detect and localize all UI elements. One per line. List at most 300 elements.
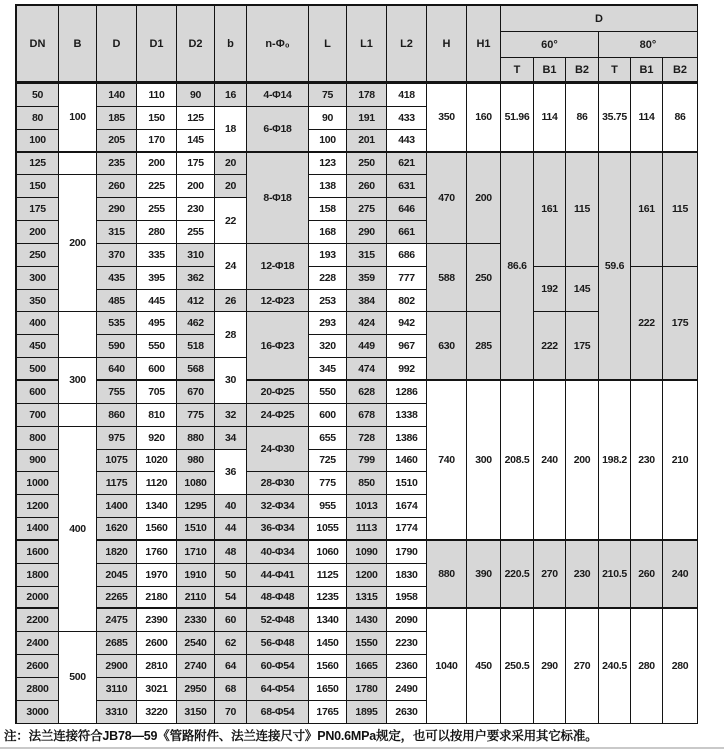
table-cell-B2-60: 175 — [566, 312, 599, 381]
table-cell-dn: 350 — [17, 290, 59, 313]
table-cell-n: 68-Φ54 — [247, 701, 309, 724]
table-cell-L2: 1460 — [387, 450, 427, 473]
table-cell-D: 370 — [97, 244, 137, 267]
table-cell-D: 1400 — [97, 495, 137, 518]
table-cell-L: 1560 — [309, 655, 347, 678]
table-cell-L2: 992 — [387, 358, 427, 381]
table-cell-L: 293 — [309, 312, 347, 335]
table-cell-L: 1650 — [309, 678, 347, 701]
table-cell-L2: 942 — [387, 312, 427, 335]
table-cell-T80: 198.2 — [599, 381, 631, 541]
table-cell-L: 1060 — [309, 541, 347, 564]
table-cell-H1: 390 — [467, 541, 501, 610]
table-cell-D1: 1340 — [137, 495, 177, 518]
table-cell-L: 90 — [309, 107, 347, 130]
table-cell-D: 235 — [97, 153, 137, 176]
table-cell-dn: 2000 — [17, 587, 59, 610]
table-cell-H: 350 — [427, 84, 467, 153]
table-cell-L2: 777 — [387, 267, 427, 290]
header-D2: D2 — [177, 6, 215, 84]
table-cell-T60: 86.6 — [501, 153, 534, 381]
table-cell-D: 315 — [97, 221, 137, 244]
table-cell-b: 50 — [215, 564, 247, 587]
table-cell-B1-80: 260 — [631, 541, 663, 610]
table-cell-L: 600 — [309, 404, 347, 427]
table-cell-H1: 160 — [467, 84, 501, 153]
table-cell-L2: 802 — [387, 290, 427, 313]
table-cell-b: 60 — [215, 609, 247, 632]
table-cell-L1: 1665 — [347, 655, 387, 678]
table-cell-L1: 424 — [347, 312, 387, 335]
table-cell-L1: 1895 — [347, 701, 387, 724]
table-cell-dn: 400 — [17, 312, 59, 335]
header-60°-B1: B1 — [534, 58, 566, 84]
table-cell-D2: 1510 — [177, 518, 215, 541]
table-cell-D2: 3150 — [177, 701, 215, 724]
table-cell-B: 100 — [59, 84, 97, 153]
table-cell-b: 20 — [215, 175, 247, 198]
table-cell-L1: 1113 — [347, 518, 387, 541]
table-cell-dn: 80 — [17, 107, 59, 130]
table-cell-dn: 900 — [17, 450, 59, 473]
table-cell-D: 2265 — [97, 587, 137, 610]
table-cell-L: 1340 — [309, 609, 347, 632]
header-D1: D1 — [137, 6, 177, 84]
table-cell-L2: 2360 — [387, 655, 427, 678]
table-cell-L2: 2490 — [387, 678, 427, 701]
header-n-Φ₀: n-Φ₀ — [247, 6, 309, 84]
table-cell-L2: 433 — [387, 107, 427, 130]
table-cell-L2: 1338 — [387, 404, 427, 427]
table-cell-H: 740 — [427, 381, 467, 541]
table-cell-B — [59, 312, 97, 358]
table-cell-dn: 1000 — [17, 472, 59, 495]
table-cell-L1: 449 — [347, 335, 387, 358]
table-cell-D2: 2950 — [177, 678, 215, 701]
table-cell-B1-60: 222 — [534, 312, 566, 381]
table-cell-T80: 210.5 — [599, 541, 631, 610]
table-cell-b: 62 — [215, 632, 247, 655]
table-cell-L: 1765 — [309, 701, 347, 724]
table-cell-dn: 300 — [17, 267, 59, 290]
table-cell-L1: 850 — [347, 472, 387, 495]
table-cell-D: 3110 — [97, 678, 137, 701]
table-cell-L1: 1780 — [347, 678, 387, 701]
table-cell-D1: 705 — [137, 381, 177, 404]
table-cell-b: 22 — [215, 198, 247, 244]
table-cell-D: 2045 — [97, 564, 137, 587]
table-cell-b: 32 — [215, 404, 247, 427]
table-cell-D1: 920 — [137, 427, 177, 450]
table-cell-D: 640 — [97, 358, 137, 381]
table-cell-dn: 175 — [17, 198, 59, 221]
header-H1: H1 — [467, 6, 501, 84]
table-cell-L: 655 — [309, 427, 347, 450]
table-cell-D: 1820 — [97, 541, 137, 564]
table-cell-D: 2475 — [97, 609, 137, 632]
table-cell-D1: 2180 — [137, 587, 177, 610]
table-cell-D: 590 — [97, 335, 137, 358]
table-cell-D1: 1020 — [137, 450, 177, 473]
table-cell-D1: 225 — [137, 175, 177, 198]
table-cell-B: 200 — [59, 175, 97, 312]
table-cell-D: 860 — [97, 404, 137, 427]
table-cell-L: 1125 — [309, 564, 347, 587]
table-cell-D2: 125 — [177, 107, 215, 130]
table-cell-b: 28 — [215, 312, 247, 358]
table-cell-b: 54 — [215, 587, 247, 610]
table-cell-D1: 810 — [137, 404, 177, 427]
table-cell-L2: 1774 — [387, 518, 427, 541]
table-cell-dn: 200 — [17, 221, 59, 244]
table-cell-D2: 462 — [177, 312, 215, 335]
table-cell-B2-60: 86 — [566, 84, 599, 153]
header-B: B — [59, 6, 97, 84]
table-cell-B1-60: 290 — [534, 609, 566, 723]
table-cell-D2: 2330 — [177, 609, 215, 632]
table-cell-b: 40 — [215, 495, 247, 518]
table-cell-L: 550 — [309, 381, 347, 404]
table-cell-B2-80: 280 — [663, 609, 698, 723]
table-cell-D1: 3021 — [137, 678, 177, 701]
table-cell-L: 955 — [309, 495, 347, 518]
table-cell-L2: 1386 — [387, 427, 427, 450]
table-cell-L: 193 — [309, 244, 347, 267]
table-cell-D: 535 — [97, 312, 137, 335]
table-cell-dn: 50 — [17, 84, 59, 107]
table-cell-L: 138 — [309, 175, 347, 198]
table-cell-L1: 678 — [347, 404, 387, 427]
table-cell-D1: 280 — [137, 221, 177, 244]
table-cell-dn: 1600 — [17, 541, 59, 564]
table-cell-D2: 412 — [177, 290, 215, 313]
table-cell-B1-60: 240 — [534, 381, 566, 541]
header-group-D: D — [501, 6, 698, 32]
table-cell-n: 24-Φ30 — [247, 427, 309, 473]
header-subgroup-80°: 80° — [599, 32, 698, 58]
table-cell-L1: 799 — [347, 450, 387, 473]
table-cell-B: 500 — [59, 632, 97, 723]
table-cell-D: 435 — [97, 267, 137, 290]
table-cell-H: 588 — [427, 244, 467, 313]
table-cell-D2: 200 — [177, 175, 215, 198]
table-cell-D: 485 — [97, 290, 137, 313]
table-cell-T80: 240.5 — [599, 609, 631, 723]
table-cell-H: 1040 — [427, 609, 467, 723]
table-cell-D1: 2600 — [137, 632, 177, 655]
table-cell-L: 345 — [309, 358, 347, 381]
table-cell-dn: 700 — [17, 404, 59, 427]
table-cell-n: 12-Φ23 — [247, 290, 309, 313]
table-cell-n: 28-Φ30 — [247, 472, 309, 495]
table-cell-B2-80: 175 — [663, 267, 698, 381]
table-cell-L: 158 — [309, 198, 347, 221]
table-cell-D2: 880 — [177, 427, 215, 450]
table-cell-L1: 1013 — [347, 495, 387, 518]
table-cell-D1: 395 — [137, 267, 177, 290]
table-cell-L2: 661 — [387, 221, 427, 244]
table-cell-D1: 200 — [137, 153, 177, 176]
table-cell-L: 228 — [309, 267, 347, 290]
table-cell-dn: 100 — [17, 130, 59, 153]
table-cell-D1: 495 — [137, 312, 177, 335]
table-cell-B2-60: 115 — [566, 153, 599, 267]
table-cell-L1: 1550 — [347, 632, 387, 655]
table-cell-H1: 285 — [467, 312, 501, 381]
table-cell-B2-60: 230 — [566, 541, 599, 610]
table-cell-L2: 1958 — [387, 587, 427, 610]
table-cell-D2: 310 — [177, 244, 215, 267]
table-cell-D: 1075 — [97, 450, 137, 473]
table-cell-L: 75 — [309, 84, 347, 107]
bottom-rule — [0, 747, 724, 749]
table-cell-D2: 670 — [177, 381, 215, 404]
table-cell-L2: 1674 — [387, 495, 427, 518]
table-cell-L1: 1200 — [347, 564, 387, 587]
table-cell-L: 775 — [309, 472, 347, 495]
table-cell-L2: 1286 — [387, 381, 427, 404]
footnote: 注：法兰连接符合JB78—59《管路附件、法兰连接尺寸》PN0.6MPa规定，也可以按用户要求采用其它标准。 — [4, 729, 598, 743]
table-cell-T80: 35.75 — [599, 84, 631, 153]
header-60°-B2: B2 — [566, 58, 599, 84]
table-cell-L: 168 — [309, 221, 347, 244]
table-cell-T60: 51.96 — [501, 84, 534, 153]
table-cell-b: 26 — [215, 290, 247, 313]
table-cell-D1: 1120 — [137, 472, 177, 495]
table-cell-dn: 250 — [17, 244, 59, 267]
table-cell-D2: 175 — [177, 153, 215, 176]
table-cell-n: 60-Φ54 — [247, 655, 309, 678]
table-cell-b: 68 — [215, 678, 247, 701]
table-cell-D: 260 — [97, 175, 137, 198]
table-cell-n: 24-Φ25 — [247, 404, 309, 427]
table-cell-n: 8-Φ18 — [247, 153, 309, 244]
table-cell-D: 3310 — [97, 701, 137, 724]
table-cell-B — [59, 153, 97, 176]
table-cell-D2: 362 — [177, 267, 215, 290]
table-cell-dn: 2600 — [17, 655, 59, 678]
table-cell-D1: 1760 — [137, 541, 177, 564]
table-cell-D1: 170 — [137, 130, 177, 153]
table-cell-b: 36 — [215, 450, 247, 496]
table-cell-T60: 208.5 — [501, 381, 534, 541]
table-cell-D1: 2810 — [137, 655, 177, 678]
table-cell-L1: 728 — [347, 427, 387, 450]
table-cell-D: 185 — [97, 107, 137, 130]
table-cell-D2: 980 — [177, 450, 215, 473]
table-cell-D: 2900 — [97, 655, 137, 678]
header-60°-T: T — [501, 58, 534, 84]
table-cell-b: 48 — [215, 541, 247, 564]
table-cell-D: 1175 — [97, 472, 137, 495]
table-cell-L: 123 — [309, 153, 347, 176]
table-cell-B2-60: 145 — [566, 267, 599, 313]
table-cell-L2: 967 — [387, 335, 427, 358]
table-cell-D: 1620 — [97, 518, 137, 541]
header-subgroup-60°: 60° — [501, 32, 599, 58]
table-cell-dn: 600 — [17, 381, 59, 404]
table-cell-H1: 200 — [467, 153, 501, 244]
table-cell-B: 400 — [59, 427, 97, 633]
table-cell-D: 975 — [97, 427, 137, 450]
table-cell-D1: 110 — [137, 84, 177, 107]
table-cell-D2: 568 — [177, 358, 215, 381]
table-cell-n: 12-Φ18 — [247, 244, 309, 290]
table-cell-n: 6-Φ18 — [247, 107, 309, 153]
table-cell-L1: 290 — [347, 221, 387, 244]
table-cell-L1: 191 — [347, 107, 387, 130]
table-cell-b: 30 — [215, 358, 247, 404]
table-cell-b: 20 — [215, 153, 247, 176]
table-cell-D2: 518 — [177, 335, 215, 358]
table-cell-L2: 1830 — [387, 564, 427, 587]
table-cell-L2: 646 — [387, 198, 427, 221]
table-cell-B1-60: 192 — [534, 267, 566, 313]
table-cell-D2: 1080 — [177, 472, 215, 495]
table-cell-b: 70 — [215, 701, 247, 724]
table-cell-L: 1055 — [309, 518, 347, 541]
header-80°-B2: B2 — [663, 58, 698, 84]
table-cell-n: 4-Φ14 — [247, 84, 309, 107]
table-cell-b: 44 — [215, 518, 247, 541]
table-cell-n: 48-Φ48 — [247, 587, 309, 610]
table-cell-D2: 230 — [177, 198, 215, 221]
table-cell-B1-60: 161 — [534, 153, 566, 267]
table-cell-D1: 445 — [137, 290, 177, 313]
table-cell-D: 755 — [97, 381, 137, 404]
table-cell-B2-60: 200 — [566, 381, 599, 541]
table-cell-n: 32-Φ34 — [247, 495, 309, 518]
table-cell-D: 2685 — [97, 632, 137, 655]
table-cell-dn: 3000 — [17, 701, 59, 724]
table-cell-B2-80: 240 — [663, 541, 698, 610]
table-cell-D2: 145 — [177, 130, 215, 153]
table-cell-L2: 443 — [387, 130, 427, 153]
table-cell-D2: 1910 — [177, 564, 215, 587]
table-cell-T60: 220.5 — [501, 541, 534, 610]
table-cell-B1-80: 114 — [631, 84, 663, 153]
table-cell-H: 880 — [427, 541, 467, 610]
table-cell-D2: 2740 — [177, 655, 215, 678]
table-cell-D2: 255 — [177, 221, 215, 244]
table-cell-L1: 178 — [347, 84, 387, 107]
table-cell-b: 64 — [215, 655, 247, 678]
table-cell-T60: 250.5 — [501, 609, 534, 723]
table-cell-B1-60: 270 — [534, 541, 566, 610]
table-cell-L2: 1510 — [387, 472, 427, 495]
table-cell-n: 64-Φ54 — [247, 678, 309, 701]
table-cell-dn: 2400 — [17, 632, 59, 655]
table-cell-n: 44-Φ41 — [247, 564, 309, 587]
table-cell-B1-80: 222 — [631, 267, 663, 381]
table-cell-D2: 2540 — [177, 632, 215, 655]
table-cell-dn: 800 — [17, 427, 59, 450]
table-cell-L1: 384 — [347, 290, 387, 313]
table-cell-L2: 631 — [387, 175, 427, 198]
table-cell-dn: 2800 — [17, 678, 59, 701]
table-cell-D2: 1710 — [177, 541, 215, 564]
table-cell-n: 40-Φ34 — [247, 541, 309, 564]
table-cell-L: 100 — [309, 130, 347, 153]
table-cell-B1-60: 114 — [534, 84, 566, 153]
table-cell-H1: 450 — [467, 609, 501, 723]
table-cell-H: 470 — [427, 153, 467, 244]
table-cell-B1-80: 280 — [631, 609, 663, 723]
table-cell-L1: 275 — [347, 198, 387, 221]
table-cell-L1: 1430 — [347, 609, 387, 632]
table-cell-dn: 500 — [17, 358, 59, 381]
table-cell-L1: 315 — [347, 244, 387, 267]
table-cell-B2-80: 210 — [663, 381, 698, 541]
header-H: H — [427, 6, 467, 84]
table-cell-b: 16 — [215, 84, 247, 107]
table-cell-dn: 150 — [17, 175, 59, 198]
table-cell-L1: 1315 — [347, 587, 387, 610]
table-cell-L2: 686 — [387, 244, 427, 267]
table-cell-D1: 1970 — [137, 564, 177, 587]
table-cell-D1: 255 — [137, 198, 177, 221]
table-cell-L1: 359 — [347, 267, 387, 290]
table-cell-dn: 2200 — [17, 609, 59, 632]
header-b: b — [215, 6, 247, 84]
table-cell-L2: 2630 — [387, 701, 427, 724]
table-cell-L2: 418 — [387, 84, 427, 107]
table-cell-L: 1450 — [309, 632, 347, 655]
table-cell-B1-80: 161 — [631, 153, 663, 267]
table-cell-dn: 125 — [17, 153, 59, 176]
table-cell-D1: 1560 — [137, 518, 177, 541]
table-cell-D1: 600 — [137, 358, 177, 381]
table-cell-H1: 300 — [467, 381, 501, 541]
flange-dimension-table — [15, 4, 698, 724]
table-cell-L1: 1090 — [347, 541, 387, 564]
table-cell-n: 20-Φ25 — [247, 381, 309, 404]
header-DN: DN — [17, 6, 59, 84]
table-cell-D: 140 — [97, 84, 137, 107]
table-cell-H: 630 — [427, 312, 467, 381]
table-cell-D1: 335 — [137, 244, 177, 267]
table-cell-D2: 1295 — [177, 495, 215, 518]
table-cell-D: 205 — [97, 130, 137, 153]
table-cell-b: 18 — [215, 107, 247, 153]
table-cell-D1: 550 — [137, 335, 177, 358]
table-cell-D2: 2110 — [177, 587, 215, 610]
table-cell-dn: 1800 — [17, 564, 59, 587]
table-cell-B2-80: 115 — [663, 153, 698, 267]
table-cell-D: 290 — [97, 198, 137, 221]
header-D: D — [97, 6, 137, 84]
table-cell-D2: 775 — [177, 404, 215, 427]
table-cell-L: 1235 — [309, 587, 347, 610]
table-cell-D1: 3220 — [137, 701, 177, 724]
table-cell-B1-80: 230 — [631, 381, 663, 541]
header-80°-B1: B1 — [631, 58, 663, 84]
table-cell-dn: 1400 — [17, 518, 59, 541]
table-cell-dn: 1200 — [17, 495, 59, 518]
header-L2: L2 — [387, 6, 427, 84]
table-cell-B: 300 — [59, 358, 97, 404]
table-cell-L1: 250 — [347, 153, 387, 176]
table-cell-L2: 1790 — [387, 541, 427, 564]
table-cell-n: 16-Φ23 — [247, 312, 309, 381]
table-cell-L: 253 — [309, 290, 347, 313]
table-cell-L1: 201 — [347, 130, 387, 153]
header-L: L — [309, 6, 347, 84]
table-cell-L: 725 — [309, 450, 347, 473]
table-cell-b: 34 — [215, 427, 247, 450]
table-cell-dn: 450 — [17, 335, 59, 358]
table-cell-H1: 250 — [467, 244, 501, 313]
